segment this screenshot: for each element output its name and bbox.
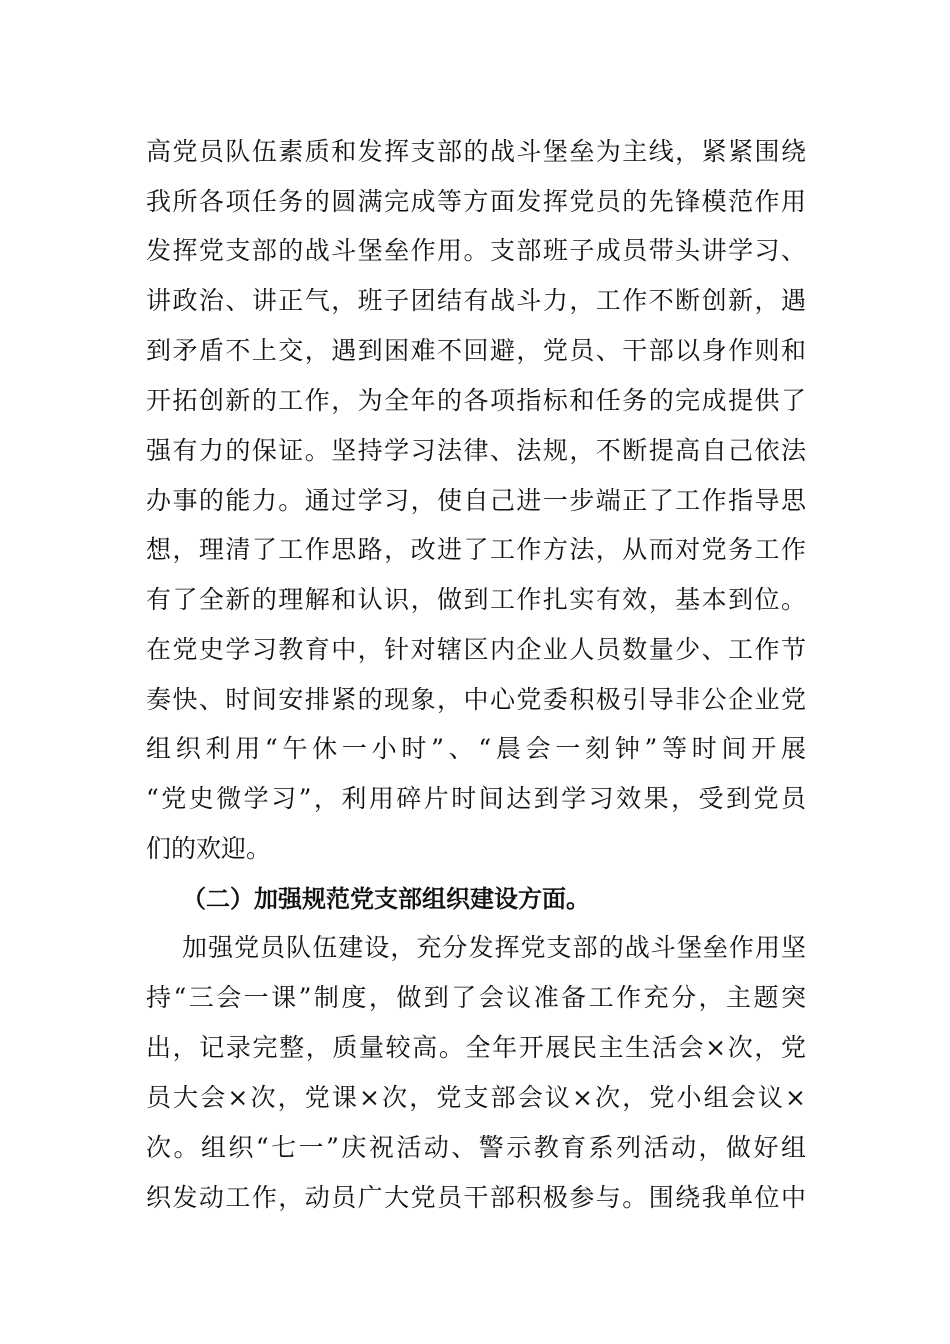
paragraph-line: 想，理清了工作思路，改进了工作方法，从而对党务工作: [146, 535, 806, 564]
paragraph-line: 到矛盾不上交，遇到困难不回避，党员、干部以身作则和: [146, 336, 806, 365]
paragraph-line: 次。组织“七一”庆祝活动、警示教育系列活动，做好组: [146, 1133, 806, 1162]
paragraph-line: 办事的能力。通过学习，使自己进一步端正了工作指导思: [146, 486, 806, 515]
paragraph-line: 们的欢迎。: [146, 834, 272, 863]
paragraph-line: 强有力的保证。坚持学习法律、法规，不断提高自己依法: [146, 436, 806, 465]
section-heading: （二）加强规范党支部组织建设方面。: [182, 885, 590, 913]
paragraph-line: 员大会×次，党课×次，党支部会议×次，党小组会议×: [146, 1083, 806, 1112]
paragraph-line: 组织利用“午休一小时”、“晨会一刻钟”等时间开展: [146, 734, 806, 763]
paragraph-line: 加强党员队伍建设，充分发挥党支部的战斗堡垒作用坚: [182, 933, 806, 962]
paragraph-line: 发挥党支部的战斗堡垒作用。支部班子成员带头讲学习、: [146, 236, 806, 265]
paragraph-line: “党史微学习”，利用碎片时间达到学习效果，受到党员: [146, 784, 806, 813]
paragraph-line: 在党史学习教育中，针对辖区内企业人员数量少、工作节: [146, 635, 806, 664]
paragraph-line: 持“三会一课”制度，做到了会议准备工作充分，主题突: [146, 983, 806, 1012]
paragraph-line: 织发动工作，动员广大党员干部积极参与。围绕我单位中: [146, 1183, 806, 1212]
paragraph-line: 讲政治、讲正气，班子团结有战斗力，工作不断创新，遇: [146, 286, 806, 315]
paragraph-line: 高党员队伍素质和发挥支部的战斗堡垒为主线，紧紧围绕: [146, 137, 806, 166]
paragraph-line: 开拓创新的工作，为全年的各项指标和任务的完成提供了: [146, 386, 806, 415]
paragraph-line: 奏快、时间安排紧的现象，中心党委积极引导非公企业党: [146, 685, 806, 714]
paragraph-line: 我所各项任务的圆满完成等方面发挥党员的先锋模范作用: [146, 187, 806, 216]
paragraph-line: 出，记录完整，质量较高。全年开展民主生活会×次，党: [146, 1033, 806, 1062]
paragraph-line: 有了全新的理解和认识，做到工作扎实有效，基本到位。: [146, 585, 806, 614]
